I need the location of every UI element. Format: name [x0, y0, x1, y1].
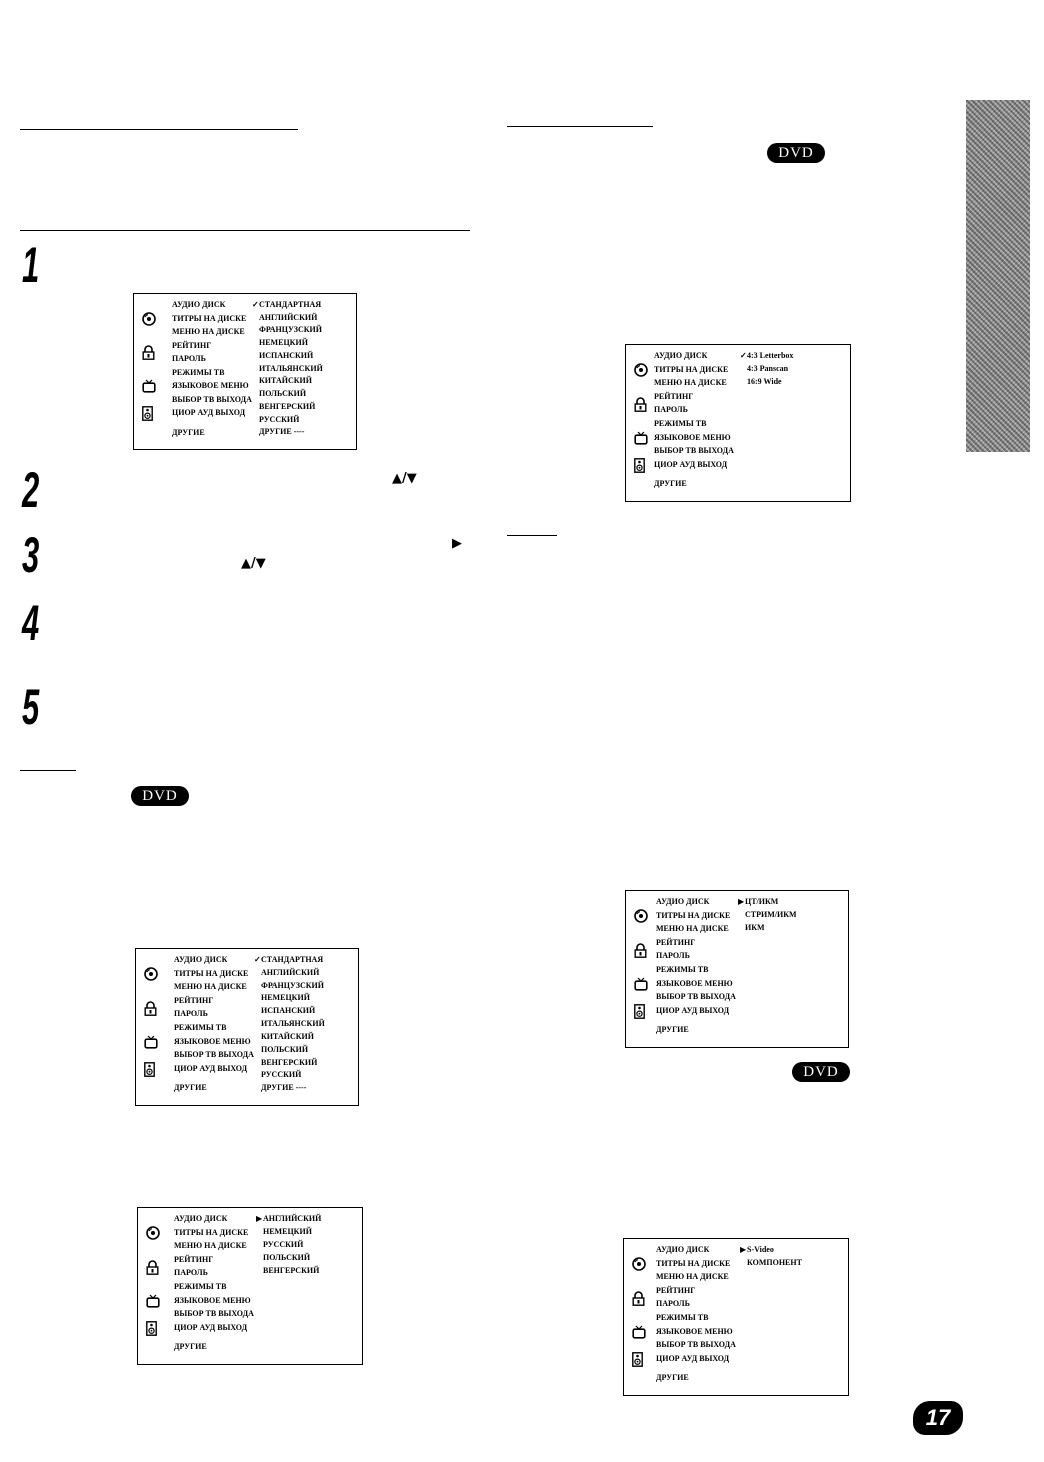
menu-option-label: ВЕНГЕРСКИЙ [259, 401, 316, 411]
menu-option[interactable] [256, 1267, 319, 1275]
menu-label-audio: АУДИО ДИСК [174, 1214, 228, 1223]
menu-option[interactable] [252, 403, 315, 411]
menu-box-tv-output [623, 1238, 849, 1396]
section-rule [20, 230, 470, 231]
menu-option[interactable] [256, 1228, 312, 1236]
menu-label-other: ДРУГИЕ [656, 1025, 689, 1035]
menu-label-tv-modes: РЕЖИМЫ ТВ [174, 1023, 227, 1032]
menu-label-audio: АУДИО ДИСК [656, 1245, 710, 1254]
menu-label-menu: МЕНЮ НА ДИСКЕ [172, 327, 245, 336]
disc-icon [634, 363, 648, 377]
dvd-badge: DVD [792, 1062, 850, 1082]
menu-label-tv-output: ВЫБОР ТВ ВЫХОДА [174, 1050, 254, 1060]
selected-marker-icon: ✓ [254, 955, 261, 964]
menu-option-label: АНГЛИЙСКИЙ [263, 1214, 322, 1223]
note-rule-right [507, 535, 557, 536]
menu-option-label: ВЕНГЕРСКИЙ [263, 1266, 320, 1275]
menu-option[interactable] [256, 1215, 321, 1223]
menu-option-label: ИКМ [745, 923, 765, 932]
menu-option-label: ПОЛЬСКИЙ [261, 1044, 309, 1054]
section-side-tab [966, 100, 1030, 452]
menu-option-label: НЕМЕЦКИЙ [261, 993, 310, 1003]
menu-option[interactable] [254, 956, 323, 964]
menu-label-audio: АУДИО ДИСК [654, 351, 708, 360]
menu-label-rating: РЕЙТИНГ [174, 1254, 214, 1264]
menu-label-digital-out: ЦИОР АУД ВЫХОД [654, 459, 728, 469]
disc-icon [144, 967, 158, 981]
lock-icon [634, 943, 647, 958]
menu-option-label: РУССКИЙ [263, 1240, 304, 1249]
menu-option[interactable] [740, 378, 782, 386]
menu-option[interactable] [254, 1020, 325, 1028]
menu-label-rating: РЕЙТИНГ [656, 1285, 696, 1295]
menu-option-label: НЕМЕЦКИЙ [259, 338, 308, 348]
menu-option[interactable] [256, 1254, 310, 1262]
speaker-icon [634, 458, 645, 473]
menu-option-label: ИСПАНСКИЙ [261, 1006, 316, 1016]
tv-icon [634, 431, 648, 445]
menu-option-label: АНГЛИЙСКИЙ [261, 967, 320, 977]
tv-icon [632, 1325, 646, 1339]
menu-box-tv-modes [625, 344, 851, 502]
menu-option[interactable] [252, 416, 299, 424]
menu-label-password: ПАРОЛЬ [174, 1268, 208, 1278]
menu-option-label: ВЕНГЕРСКИЙ [261, 1057, 318, 1067]
menu-label-menu: МЕНЮ НА ДИСКЕ [654, 378, 727, 388]
menu-option-label: КОМПОНЕНТ [747, 1258, 802, 1267]
header-rule-left [20, 129, 298, 130]
menu-option-label: ЦТ/ИКМ [745, 897, 779, 906]
menu-label-subtitles: ТИТРЫ НА ДИСКЕ [174, 968, 249, 978]
step-number-5: 5 [22, 679, 40, 735]
speaker-icon [144, 1062, 155, 1077]
selected-marker-icon: ▶ [738, 897, 745, 906]
menu-label-tv-output: ВЫБОР ТВ ВЫХОДА [174, 1309, 254, 1319]
menu-label-digital-out: ЦИОР АУД ВЫХОД [656, 1005, 730, 1015]
menu-label-password: ПАРОЛЬ [174, 1009, 208, 1019]
menu-label-lang-menu: ЯЗЫКОВОЕ МЕНЮ [172, 381, 249, 390]
menu-label-password: ПАРОЛЬ [654, 405, 688, 415]
menu-option[interactable] [252, 326, 322, 334]
menu-label-subtitles: ТИТРЫ НА ДИСКЕ [172, 313, 247, 323]
disc-icon [142, 312, 156, 326]
menu-label-rating: РЕЙТИНГ [654, 391, 694, 401]
tv-icon [144, 1035, 158, 1049]
menu-option[interactable] [254, 1046, 308, 1054]
selected-marker-icon: ▶ [740, 1245, 747, 1254]
menu-option[interactable] [252, 377, 312, 385]
menu-option[interactable] [252, 352, 313, 360]
step-number-2: 2 [22, 462, 40, 518]
menu-label-other: ДРУГИЕ [174, 1342, 207, 1352]
speaker-icon [142, 406, 153, 421]
menu-label-menu: МЕНЮ НА ДИСКЕ [174, 982, 247, 992]
menu-option-label: КИТАЙСКИЙ [259, 376, 312, 386]
lock-icon [144, 1001, 157, 1016]
menu-label-other: ДРУГИЕ [654, 479, 687, 489]
menu-option-label: НЕМЕЦКИЙ [263, 1227, 312, 1236]
menu-option-label: 4:3 Panscan [747, 364, 789, 373]
menu-label-tv-modes: РЕЖИМЫ ТВ [654, 419, 707, 428]
menu-option[interactable] [252, 314, 317, 322]
menu-option[interactable] [254, 982, 324, 990]
speaker-icon [634, 1004, 645, 1019]
menu-label-tv-output: ВЫБОР ТВ ВЫХОДА [654, 446, 734, 456]
disc-icon [632, 1257, 646, 1271]
menu-label-password: ПАРОЛЬ [656, 951, 690, 961]
menu-label-digital-out: ЦИОР АУД ВЫХОД [172, 408, 246, 417]
menu-label-digital-out: ЦИОР АУД ВЫХОД [174, 1063, 248, 1073]
menu-label-lang-menu: ЯЗЫКОВОЕ МЕНЮ [174, 1295, 251, 1305]
menu-option[interactable] [740, 1246, 774, 1254]
lock-icon [146, 1260, 159, 1275]
menu-option-label: СТРИМ/ИКМ [745, 910, 797, 919]
menu-option-label: ИСПАНСКИЙ [259, 350, 314, 360]
menu-label-lang-menu: ЯЗЫКОВОЕ МЕНЮ [656, 1326, 733, 1336]
menu-option[interactable] [738, 898, 778, 906]
menu-option-label: СТАНДАРТНАЯ [259, 300, 322, 309]
menu-option-label: ПОЛЬСКИЙ [259, 389, 307, 399]
disc-icon [146, 1226, 160, 1240]
menu-label-subtitles: ТИТРЫ НА ДИСКЕ [656, 910, 731, 920]
menu-option[interactable] [254, 1007, 315, 1015]
menu-label-audio: АУДИО ДИСК [172, 300, 226, 309]
menu-option[interactable] [740, 365, 788, 373]
menu-option-label: АНГЛИЙСКИЙ [259, 312, 318, 322]
menu-option-label: ДРУГИЕ ---- [261, 1083, 307, 1093]
menu-option-label: ФРАНЦУЗСКИЙ [259, 325, 322, 335]
menu-box-audio-language-2 [135, 948, 359, 1106]
header-rule-right [507, 126, 653, 127]
menu-box-menu-language [137, 1207, 363, 1365]
menu-label-other: ДРУГИЕ [174, 1083, 207, 1093]
menu-label-digital-out: ЦИОР АУД ВЫХОД [656, 1353, 730, 1363]
step-number-1: 1 [22, 237, 40, 293]
menu-label-rating: РЕЙТИНГ [656, 937, 696, 947]
menu-label-lang-menu: ЯЗЫКОВОЕ МЕНЮ [654, 432, 731, 442]
page-number-badge: 17 [913, 1401, 963, 1435]
menu-option-label: РУССКИЙ [259, 414, 300, 424]
menu-option[interactable] [254, 1059, 317, 1067]
menu-option[interactable] [738, 911, 797, 919]
lock-icon [632, 1291, 645, 1306]
menu-label-other: ДРУГИЕ [656, 1373, 689, 1383]
menu-label-subtitles: ТИТРЫ НА ДИСКЕ [654, 364, 729, 374]
menu-option-label: 16:9 Wide [747, 377, 782, 386]
selected-marker-icon: ✓ [740, 351, 747, 360]
menu-label-menu: МЕНЮ НА ДИСКЕ [656, 924, 729, 934]
menu-option-label: СТАНДАРТНАЯ [261, 955, 324, 964]
menu-label-menu: МЕНЮ НА ДИСКЕ [656, 1272, 729, 1282]
menu-box-audio-language [133, 293, 357, 450]
menu-option[interactable] [254, 1033, 314, 1041]
menu-option[interactable] [252, 390, 306, 398]
menu-label-menu: МЕНЮ НА ДИСКЕ [174, 1241, 247, 1251]
menu-label-tv-modes: РЕЖИМЫ ТВ [172, 367, 225, 377]
up-down-arrows-icon: ▲/▼ [241, 556, 266, 571]
menu-label-password: ПАРОЛЬ [172, 354, 206, 363]
menu-label-tv-modes: РЕЖИМЫ ТВ [656, 1313, 709, 1322]
right-arrow-icon: ▶ [452, 536, 462, 551]
tv-icon [142, 379, 156, 393]
menu-option[interactable] [254, 1071, 301, 1079]
menu-option[interactable] [254, 969, 319, 977]
menu-option[interactable] [254, 994, 310, 1002]
menu-option-label: S-Video [747, 1245, 774, 1254]
menu-label-lang-menu: ЯЗЫКОВОЕ МЕНЮ [174, 1036, 251, 1046]
menu-label-subtitles: ТИТРЫ НА ДИСКЕ [174, 1227, 249, 1237]
selected-marker-icon: ▶ [256, 1214, 263, 1223]
menu-option-label: РУССКИЙ [261, 1070, 302, 1080]
menu-label-rating: РЕЙТИНГ [174, 995, 214, 1005]
menu-option[interactable] [256, 1241, 303, 1249]
menu-label-rating: РЕЙТИНГ [172, 340, 212, 350]
note-rule-left [20, 770, 76, 771]
menu-label-audio: АУДИО ДИСК [656, 897, 710, 906]
disc-icon [634, 909, 648, 923]
menu-label-lang-menu: ЯЗЫКОВОЕ МЕНЮ [656, 978, 733, 988]
menu-option-label: КИТАЙСКИЙ [261, 1031, 314, 1041]
menu-label-audio: АУДИО ДИСК [174, 955, 228, 964]
step-number-3: 3 [22, 527, 40, 583]
menu-option[interactable] [252, 339, 308, 347]
menu-label-tv-modes: РЕЖИМЫ ТВ [174, 1282, 227, 1291]
tv-icon [634, 977, 648, 991]
menu-box-digital-out [625, 890, 849, 1048]
dvd-badge: DVD [767, 143, 825, 163]
menu-option-label: 4:3 Letterbox [747, 351, 794, 360]
menu-option-label: ПОЛЬСКИЙ [263, 1253, 311, 1262]
menu-label-tv-modes: РЕЖИМЫ ТВ [656, 965, 709, 974]
menu-option-label: ИТАЛЬЯНСКИЙ [261, 1019, 325, 1029]
menu-label-digital-out: ЦИОР АУД ВЫХОД [174, 1322, 248, 1332]
step-number-4: 4 [22, 595, 40, 651]
menu-option[interactable] [740, 1259, 802, 1267]
menu-option[interactable] [252, 365, 323, 373]
menu-option[interactable] [252, 428, 304, 436]
up-down-arrows-icon: ▲/▼ [392, 471, 417, 486]
menu-label-subtitles: ТИТРЫ НА ДИСКЕ [656, 1258, 731, 1268]
speaker-icon [146, 1321, 157, 1336]
menu-option-label: ФРАНЦУЗСКИЙ [261, 980, 324, 990]
menu-option[interactable] [740, 352, 793, 360]
tv-icon [146, 1294, 160, 1308]
menu-label-other: ДРУГИЕ [172, 427, 205, 437]
dvd-badge: DVD [131, 786, 189, 806]
menu-label-tv-output: ВЫБОР ТВ ВЫХОДА [172, 394, 252, 404]
speaker-icon [632, 1352, 643, 1367]
lock-icon [142, 345, 155, 360]
menu-label-tv-output: ВЫБОР ТВ ВЫХОДА [656, 992, 736, 1002]
menu-option[interactable] [252, 301, 321, 309]
menu-option[interactable] [738, 924, 765, 932]
menu-option-label: ИТАЛЬЯНСКИЙ [259, 363, 323, 373]
menu-label-password: ПАРОЛЬ [656, 1299, 690, 1309]
menu-option-label: ДРУГИЕ ---- [259, 427, 305, 437]
menu-label-tv-output: ВЫБОР ТВ ВЫХОДА [656, 1340, 736, 1350]
lock-icon [634, 397, 647, 412]
menu-option[interactable] [254, 1084, 306, 1092]
selected-marker-icon: ✓ [252, 300, 259, 309]
